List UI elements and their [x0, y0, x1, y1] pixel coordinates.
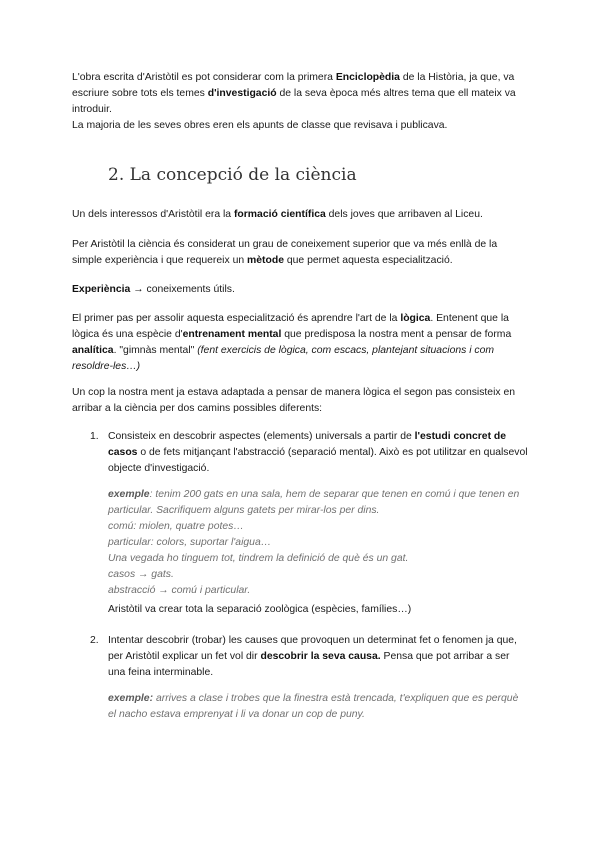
- term-formacio-cientifica: formació científica: [233, 209, 326, 220]
- term-experiencia: Experiència: [72, 284, 131, 295]
- text: que predisposa la nostra ment a pensar de forma: [281, 329, 512, 340]
- term-entrenament-mental: entrenament mental: [182, 329, 282, 340]
- paragraph-logica: [72, 311, 528, 375]
- section-heading: 2. La concepció de la ciència: [108, 165, 357, 185]
- example-label: exemple:: [108, 693, 154, 704]
- intro-text: de la seva època més altres tema que ell mateix va introduir.: [72, 88, 516, 115]
- text: Un dels interessos d'Aristòtil era la: [72, 209, 234, 220]
- paragraph-interessos: [72, 207, 528, 223]
- intro-paragraph: [72, 70, 528, 134]
- text: . "gimnàs mental": [113, 345, 198, 356]
- text: o de fets mitjançant l'abstracció (separació mental). Això es pot utilitzar en qualsevol objecte d'investigació.: [108, 447, 528, 474]
- term-descobrir-causa: descobrir la seva causa.: [260, 651, 381, 662]
- example-line: casos → gats.: [108, 569, 174, 580]
- list-number: 2.: [90, 635, 99, 646]
- intro-paragraph-2: La majoria de les seves obres eren els apunts de classe que revisava i publicava.: [72, 120, 448, 131]
- text: Consisteix en descobrir aspectes (elements) universals a partir de: [108, 431, 415, 442]
- example-line: arrives a clase i trobes que la finestra està trencada, t'expliquen que es perquè el nacho estava emprenyat i li va donar un cop de puny.: [108, 693, 519, 720]
- paragraph-ciencia: [72, 237, 528, 269]
- paragraph-camins: [72, 385, 528, 417]
- text: → coneixements útils.: [130, 284, 235, 295]
- term-logica: lògica: [400, 313, 431, 324]
- text: Per Aristòtil la ciència és considerat un grau de coneixement superior que va més enllà de la simple experiència i que requereix un: [72, 239, 498, 266]
- logica-aside: (fent exercicis de lògica, com escacs, plantejant situacions i com resoldre-les…): [72, 345, 495, 372]
- example-line: abstracció → comú i particular.: [108, 585, 251, 596]
- example-line: : tenim 200 gats en una sala, hem de separar que tenen en comú i que tenen en particular. Sacrifiquem alguns gatets per mirar-los per dins.: [108, 489, 520, 516]
- list-item-1-note: Aristòtil va crear tota la separació zoològica (espècies, famílies…): [108, 604, 412, 615]
- intro-term-investigacio: d'investigació: [207, 88, 277, 99]
- text: . Entenent que la lògica és una espècie d': [72, 313, 509, 340]
- example-line: Una vegada ho tinguem tot, tindrem la definició de què és un gat.: [108, 553, 409, 564]
- intro-text: de la Història, ja que, va escriure sobre tots els temes: [72, 72, 515, 99]
- text: que permet aquesta especialització.: [283, 255, 453, 266]
- intro-text: L'obra escrita d'Aristòtil es pot considerar com la primera: [72, 72, 336, 83]
- paragraph-experiencia: [72, 282, 528, 298]
- list-item-2: [108, 633, 528, 681]
- example-line: particular: colors, suportar l'aigua…: [108, 537, 272, 548]
- text: El primer pas per assolir aquesta especialització és aprendre l'art de la: [72, 313, 401, 324]
- example-2: [108, 691, 528, 723]
- text: dels joves que arribaven al Liceu.: [325, 209, 483, 220]
- list-number: 1.: [90, 431, 99, 442]
- term-metode: mètode: [247, 255, 284, 266]
- text: Pensa que pot arribar a ser una feina interminable.: [108, 651, 510, 678]
- text: Intentar descobrir (trobar) les causes que provoquen un determinat fet o fenomen ja que, per Aristòtil explicar un fet vol dir: [108, 635, 517, 662]
- term-analitica: analítica: [72, 345, 114, 356]
- text: Un cop la nostra ment ja estava adaptada a pensar de manera lògica el segon pas consisteix en arribar a la ciència per dos camins possibles diferents:: [72, 387, 516, 414]
- example-label: exemple: [108, 489, 150, 500]
- list-item-1: [108, 429, 528, 477]
- term-estudi-concret: l'estudi concret de casos: [108, 431, 507, 458]
- example-1: [108, 487, 528, 599]
- example-line: comú: miolen, quatre potes…: [108, 521, 244, 532]
- intro-term-enciclopedia: Enciclopèdia: [335, 72, 400, 83]
